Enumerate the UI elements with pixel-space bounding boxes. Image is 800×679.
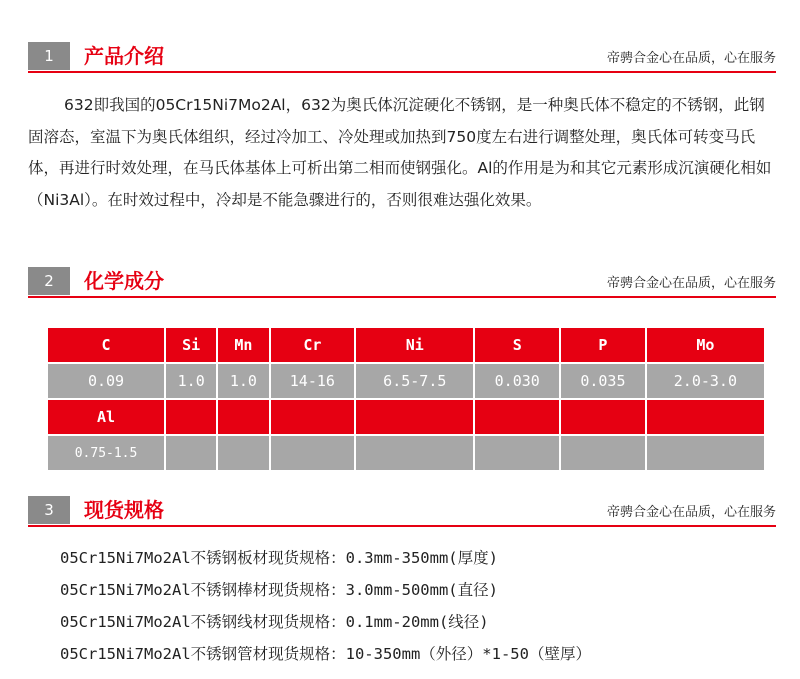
spec-line-bar: 05Cr15Ni7Mo2Al不锈钢棒材现货规格：3.0mm-500mm(直径) [60, 581, 498, 599]
section-header-stock-specs [28, 496, 776, 530]
chemical-composition-table [46, 326, 766, 472]
section-number: 1 [28, 42, 70, 70]
element-value-cell: 0.09 [48, 364, 164, 398]
section-slogan: 帝骋合金心在品质，心在服务 [606, 505, 776, 520]
element-value-cell: 1.0 [166, 364, 216, 398]
element-header-cell: Si [166, 328, 216, 362]
section-header-chemistry [28, 267, 776, 301]
section-title: 现货规格 [84, 498, 164, 522]
element-value-cell: 14-16 [271, 364, 355, 398]
section-divider [28, 296, 776, 298]
section-number: 3 [28, 496, 70, 524]
element-value-cell: 0.75-1.5 [48, 436, 164, 470]
spec-line-wire: 05Cr15Ni7Mo2Al不锈钢线材现货规格：0.1mm-20mm(线径) [60, 613, 489, 631]
element-header-cell [356, 400, 473, 434]
element-header-cell: S [475, 328, 559, 362]
element-header-cell: C [48, 328, 164, 362]
element-header-cell [647, 400, 764, 434]
element-header-cell: Mo [647, 328, 764, 362]
table-header-row [48, 328, 764, 362]
table-value-row [48, 364, 764, 398]
section-title: 化学成分 [84, 269, 164, 293]
element-value-cell [475, 436, 559, 470]
table-header-row [48, 400, 764, 434]
spec-line-plate: 05Cr15Ni7Mo2Al不锈钢板材现货规格：0.3mm-350mm(厚度) [60, 549, 498, 567]
element-value-cell: 1.0 [218, 364, 268, 398]
element-value-cell: 2.0-3.0 [647, 364, 764, 398]
element-header-cell: Cr [271, 328, 355, 362]
element-header-cell [271, 400, 355, 434]
element-header-cell: Ni [356, 328, 473, 362]
element-value-cell [561, 436, 645, 470]
element-value-cell [218, 436, 268, 470]
element-header-cell [561, 400, 645, 434]
section-slogan: 帝骋合金心在品质，心在服务 [606, 51, 776, 66]
element-header-cell: Mn [218, 328, 268, 362]
element-header-cell [475, 400, 559, 434]
element-value-cell: 6.5-7.5 [356, 364, 473, 398]
product-intro-text: 632即我国的05Cr15Ni7Mo2Al，632为奥氏体沉淀硬化不锈钢，是一种奥氏体不稳定的不锈钢，此钢固溶态，室温下为奥氏体组织，经过冷加工、冷处理或加热到750度左右进行调整处理，奥氏体可转变马氏体，再进行时效处理，在马氏体基体上可析出第二相而使钢强化。Al的作用是为和其它元素形成沉演硬化相如（Ni3Al）。在时效过程中，冷却是不能急骤进行的，否则很难达强化效果。 [28, 96, 772, 209]
spec-line-tube: 05Cr15Ni7Mo2Al不锈钢管材现货规格：10-350mm（外径）*1-50（壁厚） [60, 645, 591, 663]
element-header-cell: Al [48, 400, 164, 434]
element-value-cell [271, 436, 355, 470]
section-slogan: 帝骋合金心在品质，心在服务 [606, 276, 776, 291]
element-value-cell [356, 436, 473, 470]
element-value-cell [647, 436, 764, 470]
section-divider [28, 71, 776, 73]
element-header-cell [218, 400, 268, 434]
section-title: 产品介绍 [84, 44, 164, 68]
element-value-cell: 0.030 [475, 364, 559, 398]
table-value-row [48, 436, 764, 470]
element-value-cell [166, 436, 216, 470]
element-header-cell [166, 400, 216, 434]
element-header-cell: P [561, 328, 645, 362]
element-value-cell: 0.035 [561, 364, 645, 398]
section-header-product-intro [28, 42, 776, 76]
section-divider [28, 525, 776, 527]
section-number: 2 [28, 267, 70, 295]
